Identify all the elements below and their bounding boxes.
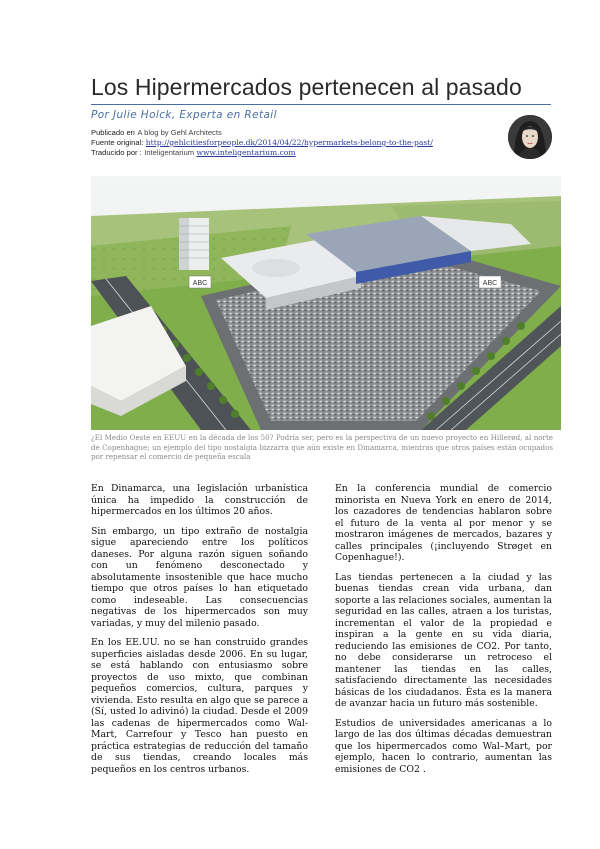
left-paragraph: Sin embargo, un tipo extraño de nostalgia sigue apareciendo entre los políticos daneses. Por alguna razón siguen soñando con un fenómeno desconectado y absolutamente insostenible que hace mucho tiempo que otros países lo han etiquetado como indeseable. Las consecuencias negativas de los hipermercados son muy variadas, y muy del milenio pasado. [91,525,308,629]
page-title: Los Hipermercados pertenecen al pasado [91,74,522,100]
hero-sign-left: ABC [192,280,208,287]
left-paragraph: En Dinamarca, una legislación urbanística única ha impedido la construcción de hipermercados en los últimos 20 años. [91,483,308,517]
byline: Por Julie Holck, Experta en Retail [91,109,277,121]
author-avatar [508,115,552,159]
published-line [91,128,222,138]
right-paragraph: En la conferencia mundial de comercio minorista en Nueva York en enero de 2014, los cazadores de tendencias hablaron sobre el futuro de la venta al por menor y se mostraron imágenes de mercados, bazares y calles principales (¡incluyendo Strøget en Copenhague!). [335,483,552,563]
image-caption: ¿El Medio Oeste en EEUU en la década de los 50? Podría ser, pero es la perspectiva de un nuevo proyecto en Hillerød, al norte de Copenhague; un ejemplo del tipo nostalgia bizzarra que aún existe en Dinamarca, mientras que otros países están ocupados por repensar el comercio de pequeña escala [91,433,553,462]
source-line [91,138,433,148]
translated-line [91,148,296,158]
translated-label: Traducido por : [91,148,142,157]
source-link[interactable]: http://gehlcitiesforpeople.dk/2014/04/22/hypermarkets-belong-to-the-past/ [145,138,433,147]
title-rule [91,104,551,105]
published-label: Publicado en [91,128,135,137]
hero-image [91,176,561,430]
hero-sign-right: ABC [482,280,498,287]
right-paragraph: Estudios de universidades americanas a lo largo de las dos últimas décadas demuestran que los hipermercados como Wal–Mart, por ejemplo, hacen lo contrario, aumentan las emisiones de CO2 . [335,717,552,775]
right-paragraph: Las tiendas pertenecen a la ciudad y las buenas tiendas crean vida urbana, dan soporte a las relaciones sociales, aumentan la seguridad en las calles, atraen a los turistas, incrementan el valor de la propiedad e inspiran a la gente en su vida diaria, reduciendo las emisiones de CO2. Por tanto, no debe considerarse un retroceso el mantener las tiendas en las calles, satisfaciendo directamente las necesidades básicas de los ciudadanos. Ésta es la manera de avanzar hacia un futuro más sostenible. [335,571,552,709]
left-paragraph: En los EE.UU. no se han construido grandes superficies aisladas desde 2006. En su lugar, se está hablando con entusiasmo sobre proyectos de uso mixto, que combinan pequeños comercios, cultura, parques y vivienda. Esto resulta en algo que se parece a (Sí, usted lo adivinó) la ciudad. Desde el 2009 las cadenas de hipermercados como Wal-Mart, Carrefour y Tesco han puesto en práctica estrategias de reducción del tamaño de sus tiendas, creando locales más pequeños en los centros urbanos. [91,637,308,775]
translated-link[interactable]: www.inteligentarium.com [196,148,296,157]
translated-name: Inteligentarium [144,148,195,157]
published-value: A blog by Gehl Architects [137,128,222,137]
left-column [91,483,308,783]
right-column [335,483,552,783]
source-label: Fuente original: [91,138,144,147]
